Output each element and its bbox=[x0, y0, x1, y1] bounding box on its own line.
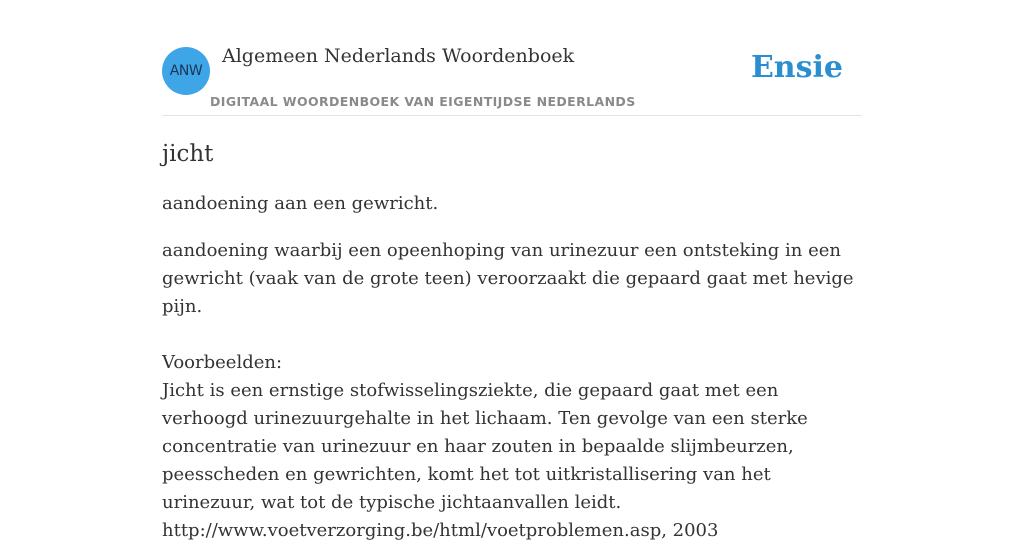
site-title[interactable]: Algemeen Nederlands Woordenboek bbox=[222, 45, 575, 67]
site-subtitle: DIGITAAL WOORDENBOEK VAN EIGENTIJDSE NEDERLANDS bbox=[210, 94, 636, 109]
site-header bbox=[162, 0, 862, 116]
short-definition: aandoening aan een gewricht. bbox=[162, 193, 439, 214]
long-definition: aandoening waarbij een opeenhoping van urinezuur een ontsteking in een gewricht (vaak van de grote teen) veroorzaakt die gepaard gaat met hevige pijn. bbox=[162, 240, 854, 317]
entry-content bbox=[162, 138, 862, 545]
examples-label: Voorbeelden: bbox=[162, 352, 283, 373]
example-text: Jicht is een ernstige stofwisselingsziekte, die gepaard gaat met een verhoogd urinezuurgehalte in het lichaam. Ten gevolge van een sterke concentratie van urinezuur en haar zouten in bepaalde slijmbeurzen, peesscheden en gewrichten, komt het tot uitkristallisering van het urinezuur, wat tot de typische jichtaanvallen leidt. bbox=[162, 380, 808, 513]
anw-logo[interactable]: ANW bbox=[162, 47, 210, 95]
example-source-link[interactable]: http://www.voetverzorging.be/html/voetproblemen.asp, 2003 bbox=[162, 520, 719, 541]
entry-headword: jicht bbox=[162, 141, 214, 167]
ensie-brand-logo[interactable]: Ensie bbox=[750, 50, 843, 85]
